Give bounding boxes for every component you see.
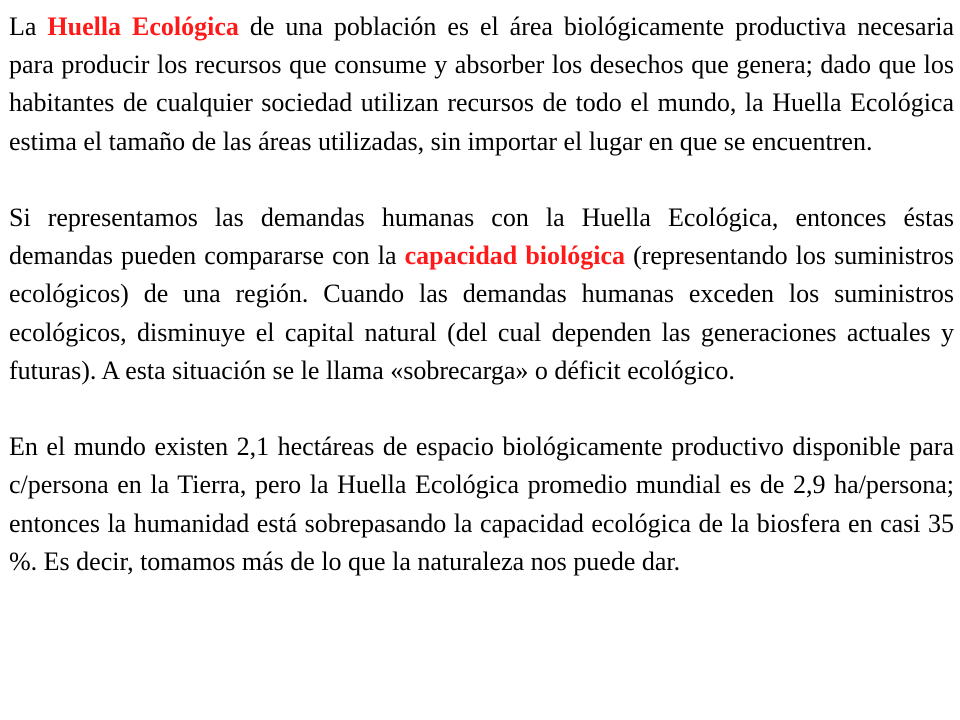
term-capacidad-biologica: capacidad biológica <box>404 241 626 271</box>
paragraph-world-figures: En el mundo existen 2,1 hectáreas de espacio biológicamente productivo disponible para c/persona en la Tierra, pero la Huella Ecológica promedio mundial es de 2,9 ha/persona; entonces la humanidad está sobrepasando la capacidad ecológica de la biosfera en casi 35 %. Es decir, tomamos más de lo que la naturaleza nos puede dar. <box>9 432 954 576</box>
paragraph-biocapacity-post: (representando los suministros ecológicos) de una región. Cuando las demandas humanas exceden los suministros ecológicos, disminuye el capital natural (del cual dependen las generaciones actuales y futuras). A esta situación se le llama «sobrecarga» o déficit ecológico. <box>9 241 954 385</box>
paragraph-definition-post: de una población es el área biológicamente productiva necesaria para producir los recursos que consume y absorber los desechos que genera; dado que los habitantes de cualquier sociedad utilizan recursos de todo el mundo, la Huella Ecológica estima el tamaño de las áreas utilizadas, sin importar el lugar en que se encuentren. <box>9 12 954 156</box>
slide-text-body <box>9 8 954 581</box>
paragraph-spacer <box>9 161 954 199</box>
paragraph-definition-pre: La <box>9 12 48 41</box>
paragraph-biocapacity-pre: Si representamos las demandas humanas con la Huella Ecológica, entonces éstas demandas pueden compararse con la <box>9 203 954 271</box>
paragraph-biocapacity <box>9 199 954 390</box>
term-huella-ecologica: Huella Ecológica <box>47 12 239 41</box>
paragraph-spacer <box>9 390 954 428</box>
paragraph-definition <box>9 8 954 161</box>
